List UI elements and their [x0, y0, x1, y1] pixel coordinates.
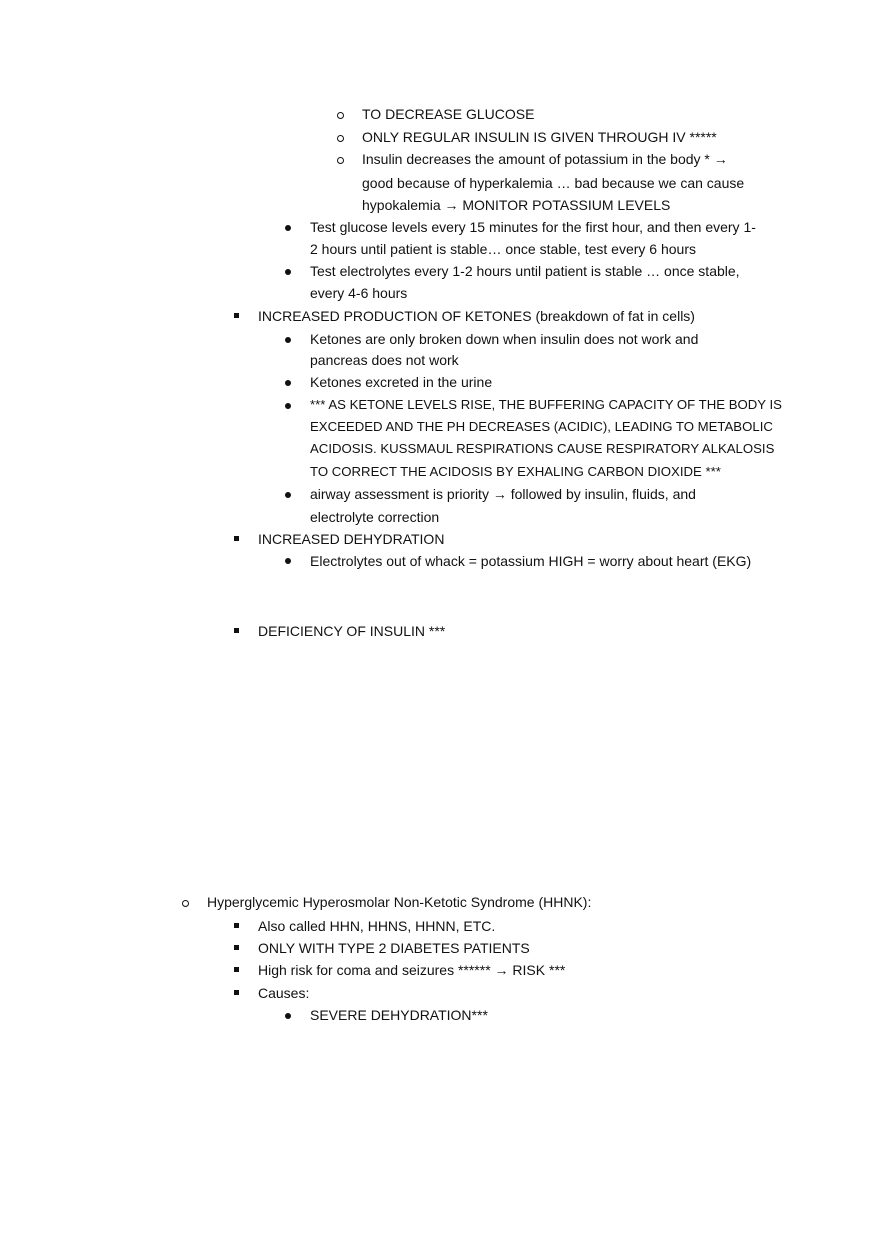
circle-bullet-icon [337, 112, 344, 119]
list-item-decrease-glucose: TO DECREASE GLUCOSE [362, 106, 535, 122]
square-bullet-icon [234, 990, 239, 995]
list-item-insulin-potassium-l1: Insulin decreases the amount of potassium in the body * → [362, 151, 728, 167]
list-item-high-risk: High risk for coma and seizures ****** → RISK *** [258, 962, 566, 978]
bullet-icon [285, 337, 291, 343]
list-item-ketone-rise-l1: *** AS KETONE LEVELS RISE, THE BUFFERING CAPACITY OF THE BODY IS [310, 397, 782, 412]
circle-bullet-icon [337, 135, 344, 142]
circle-bullet-icon [182, 900, 189, 907]
list-item-ketones-heading: INCREASED PRODUCTION OF KETONES (breakdown of fat in cells) [258, 308, 695, 324]
square-bullet-icon [234, 967, 239, 972]
list-item-severe-dehydration: SEVERE DEHYDRATION*** [310, 1007, 488, 1023]
list-item-ketones-broken-l2: pancreas does not work [310, 352, 459, 368]
bullet-icon [285, 1013, 291, 1019]
list-item-test-electrolytes-l1: Test electrolytes every 1-2 hours until patient is stable … once stable, [310, 263, 740, 279]
list-item-airway-l1: airway assessment is priority → followed by insulin, fluids, and [310, 486, 696, 502]
list-item-ketones-urine: Ketones excreted in the urine [310, 374, 493, 390]
list-item-only-type2: ONLY WITH TYPE 2 DIABETES PATIENTS [258, 940, 530, 956]
list-item-insulin-potassium-l2: good because of hyperkalemia … bad because we can cause [362, 175, 745, 191]
list-item-ketone-rise-l2: EXCEEDED AND THE PH DECREASES (ACIDIC), LEADING TO METABOLIC [310, 419, 773, 434]
bullet-icon [285, 269, 291, 275]
bullet-icon [285, 380, 291, 386]
list-item-electrolytes-whack: Electrolytes out of whack = potassium HIGH = worry about heart (EKG) [310, 553, 752, 569]
list-item-ketone-rise-l3: ACIDOSIS. KUSSMAUL RESPIRATIONS CAUSE RESPIRATORY ALKALOSIS [310, 441, 775, 456]
list-item-ketones-broken-l1: Ketones are only broken down when insulin does not work and [310, 331, 699, 347]
list-item-deficiency-insulin: DEFICIENCY OF INSULIN *** [258, 623, 446, 639]
list-item-only-regular-insulin: ONLY REGULAR INSULIN IS GIVEN THROUGH IV ***** [362, 129, 717, 145]
bullet-icon [285, 558, 291, 564]
bullet-icon [285, 225, 291, 231]
circle-bullet-icon [337, 157, 344, 164]
square-bullet-icon [234, 945, 239, 950]
list-item-test-glucose-l2: 2 hours until patient is stable… once stable, test every 6 hours [310, 241, 696, 257]
list-item-causes: Causes: [258, 985, 310, 1001]
square-bullet-icon [234, 536, 239, 541]
list-item-test-glucose-l1: Test glucose levels every 15 minutes for the first hour, and then every 1- [310, 219, 756, 235]
square-bullet-icon [234, 313, 239, 318]
list-item-also-called: Also called HHN, HHNS, HHNN, ETC. [258, 918, 496, 934]
list-item-airway-l2: electrolyte correction [310, 509, 440, 525]
list-item-test-electrolytes-l2: every 4-6 hours [310, 285, 408, 301]
bullet-icon [285, 492, 291, 498]
square-bullet-icon [234, 923, 239, 928]
square-bullet-icon [234, 628, 239, 633]
bullet-icon [285, 403, 291, 409]
list-item-dehydration-heading: INCREASED DEHYDRATION [258, 531, 445, 547]
list-item-ketone-rise-l4: TO CORRECT THE ACIDOSIS BY EXHALING CARBON DIOXIDE *** [310, 464, 721, 479]
section-heading-hhnk: Hyperglycemic Hyperosmolar Non-Ketotic Syndrome (HHNK): [207, 894, 592, 910]
list-item-insulin-potassium-l3: hypokalemia → MONITOR POTASSIUM LEVELS [362, 197, 671, 213]
